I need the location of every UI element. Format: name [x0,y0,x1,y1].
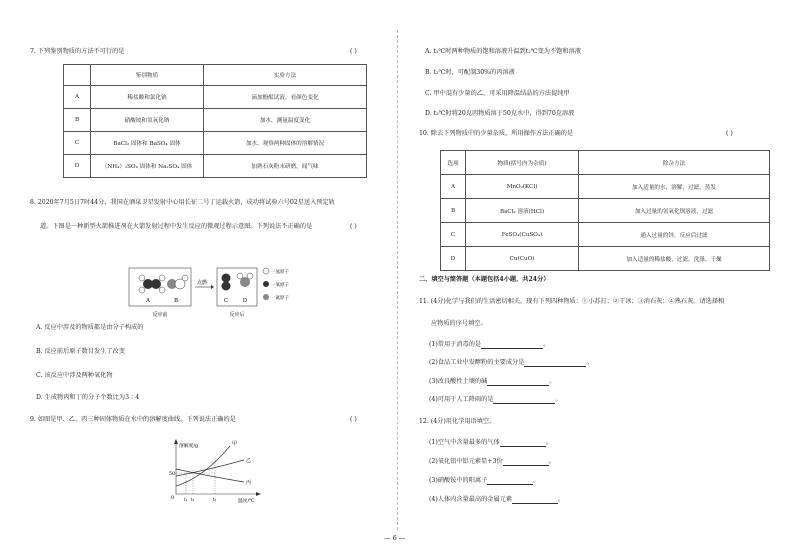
q11-stem-line2: 应物质的序号填空。 [431,320,487,327]
q7-stem: 7. 下列鉴别物质的方法不可行的是 [30,48,125,55]
q10-answer-paren: ( ) [726,130,733,137]
q8-answer-paren: ( ) [350,223,357,230]
q8-option-c: C. 该反应中涉及两种氧化物 [36,372,113,379]
answer-blank[interactable] [500,440,546,447]
q12-item-1: (1)空气中含量最多的气体 。 [429,439,552,446]
q7-row-a-label: A [64,86,91,109]
table-row [441,223,770,247]
x-tick-t3: t₃ [213,497,217,502]
molecule-c [222,274,231,291]
x-tick-t2: t₂ [191,497,195,502]
q10-row-d-label: D [441,247,466,271]
q9-stem: 9. 如图是甲、乙、丙三种固体物质在水中的溶解度曲线。下列说法正确的是 [30,416,236,423]
q10-row-b-label: B [441,199,466,223]
arrow-head [211,285,214,289]
q11-item-1-text: (1)常用于消毒的是 [429,341,482,348]
q9-option-a: A. t₁℃时两种物质的饱和溶液升温到t₂℃变为不饱和溶液 [425,48,581,55]
q12-item-4: (4)人体内含量最高的金属元素 。 [429,496,565,503]
label-a: A [146,298,150,304]
q11-item-3: (3)改良酸性土壤的碱 。 [429,378,556,385]
q7-row-c-substance: BaCl₂ 固体和 BaSO₄ 固体 [91,132,204,155]
label-d: D [242,298,248,304]
y-axis-label: 溶解度/g [179,444,199,449]
legend-oxygen: 一氧原子 [271,283,289,288]
solubility-graph [158,436,270,504]
x-tick-t1: t₁ [184,497,188,502]
q10-header-substance: 物质(括号内为杂质) [466,151,579,175]
legend-nitrogen-icon [263,294,269,300]
q8-stem-line2: 道。下图是一种新型火箭推进剂在火箭发射过程中发生反应的微观过程示意图。下列说法不正确的是 [40,223,313,230]
q10-row-d-method: 加入适量的稀盐酸，过滤、洗涤、干燥 [579,247,770,271]
q12-item-2-text: (2)氧化铝中铝元素显+3价 [429,458,503,465]
legend-hydrogen: 一氢原子 [271,270,289,275]
table-row [64,86,367,109]
table-row [441,247,770,271]
q11-stem-line1: 11. (4分)化学与我们的生活密切相关。现有下列四种物质：①小苏打；②干冰；③消石灰；④熟石灰。请选择相 [419,298,725,305]
legend-hydrogen-icon [263,268,269,274]
q11-item-3-text: (3)改良酸性土壤的碱 [429,378,488,385]
molecule-d [237,273,253,287]
label-c: C [223,298,229,304]
ignite-label: 点燃 [196,280,208,286]
q10-table [440,150,770,271]
q12-stem: 12. (4分)用化学用语填空。 [419,418,496,425]
q10-row-c-substance: FeSO₄(CuSO₄) [466,223,579,247]
label-b: B [173,298,179,304]
curve-label-jia: 甲 [232,441,238,447]
origin-label: 0 [171,496,175,501]
q7-header-method: 实验方法 [204,65,367,86]
section-2-title: 二、填空与简答题（本题包括4小题，共24分） [419,276,550,283]
q12-item-4-text: (4)人体内含量最高的金属元素 [429,496,513,503]
q7-row-a-method: 滴加酚酞试液，看颜色变化 [204,86,367,109]
q10-row-c-label: C [441,223,466,247]
legend-oxygen-icon [263,281,269,287]
column-divider [397,30,398,530]
y-tick-50: 50 [169,472,176,477]
q11-item-4: (4)可用于人工降雨的是 。 [429,396,562,403]
y-axis-arrow [174,439,178,444]
q10-row-a-substance: MnO₂(KCl) [466,175,579,199]
x-axis-label: 温度/℃ [238,499,255,504]
q8-option-a: A. 反应中涉及的物质都是由分子构成的 [36,324,144,331]
table-row [64,155,367,178]
q7-header-blank [64,65,91,86]
q7-row-a-substance: 稀盐酸和氯化钠 [91,86,204,109]
q10-stem: 10. 除去下列物质中的少量杂质，所用操作方法正确的是 [419,130,574,137]
q7-row-c-label: C [64,132,91,155]
q7-row-b-label: B [64,109,91,132]
q10-row-b-substance: BaCl₂ 溶液(HCl) [466,199,579,223]
q7-header-substance: 鉴别物质 [91,65,204,86]
q8-option-d: D. 生成物丙和丁的分子个数比为3∶4 [36,394,140,401]
q10-row-c-method: 通入过量的锌，反应后过滤 [579,223,770,247]
answer-blank[interactable] [503,459,549,466]
q12-item-1-text: (1)空气中含量最多的气体 [429,439,500,446]
answer-blank[interactable] [487,478,533,485]
reaction-diagram [125,262,295,320]
q7-row-b-substance: 硝酸铵和氢氧化钠 [91,109,204,132]
q8-stem-line1: 8. 2020年7月5日7时44分，我国在酒泉卫星发射中心用长征二号丁运载火箭，成功将试验六号02星送入预定轨 [30,199,335,206]
answer-blank[interactable] [524,360,586,367]
q10-row-d-substance: Cu(CuO) [466,247,579,271]
q7-row-c-method: 加水，观察两种固体的溶解情况 [204,132,367,155]
page-number: — 6 — [384,534,406,542]
after-caption: 反应后 [229,312,245,318]
q12-item-3-text: (3)硝酸铵中的阳离子 [429,477,488,484]
q9-option-c: C. 甲中混有少量的乙，可采用降温结晶的方法提纯甲 [425,90,570,97]
q7-row-b-method: 加水，测量温度变化 [204,109,367,132]
q10-row-a-label: A [441,175,466,199]
q7-row-d-substance: （NH₄）₂SO₄ 固体和 Na₂SO₄ 固体 [91,155,204,178]
answer-blank[interactable] [512,497,558,504]
table-row [64,109,367,132]
q9-option-d: D. t₃℃时将20克丙物质溶于50克水中，得到70克溶液 [425,110,575,117]
q10-row-a-method: 加入适量的水，溶解，过滤，蒸发 [579,175,770,199]
q11-item-2-text: (2)食品工业中发酵粉的主要成分是 [429,359,525,366]
q7-row-d-label: D [64,155,91,178]
table-row [441,199,770,223]
curve-label-bing: 丙 [246,480,252,486]
q11-item-2: (2)食品工业中发酵粉的主要成分是 。 [429,359,593,366]
legend-nitrogen: 一氮原子 [271,296,289,301]
before-caption: 反应前 [152,312,168,318]
q11-item-1: (1)常用于消毒的是 。 [429,341,550,348]
q7-table [63,64,367,178]
q10-header-option: 选项 [441,151,466,175]
table-row [64,132,367,155]
q9-answer-paren: ( ) [350,416,357,423]
answer-blank[interactable] [481,342,543,349]
x-axis-arrow [256,492,261,496]
answer-blank[interactable] [487,379,549,386]
q7-row-d-method: 加熟石灰粉末研磨，闻气味 [204,155,367,178]
q9-option-b: B. t₂℃时，可配制30%的丙溶液 [425,69,515,76]
q12-item-3: (3)硝酸铵中的阳离子 。 [429,477,540,484]
q10-header-method: 除杂方法 [579,151,770,175]
q8-option-b: B. 反应前后原子数目发生了改变 [36,348,125,355]
molecule-b [167,275,188,289]
table-row [441,175,770,199]
q11-item-4-text: (4)可用于人工降雨的是 [429,396,494,403]
curve-label-yi: 乙 [246,458,252,464]
q12-item-2: (2)氧化铝中铝元素显+3价 。 [429,458,555,465]
q10-row-b-method: 加入过量的氢氧化钡溶液，过滤 [579,199,770,223]
molecule-a [139,275,165,293]
q7-answer-paren: ( ) [350,48,357,55]
answer-blank[interactable] [493,397,555,404]
